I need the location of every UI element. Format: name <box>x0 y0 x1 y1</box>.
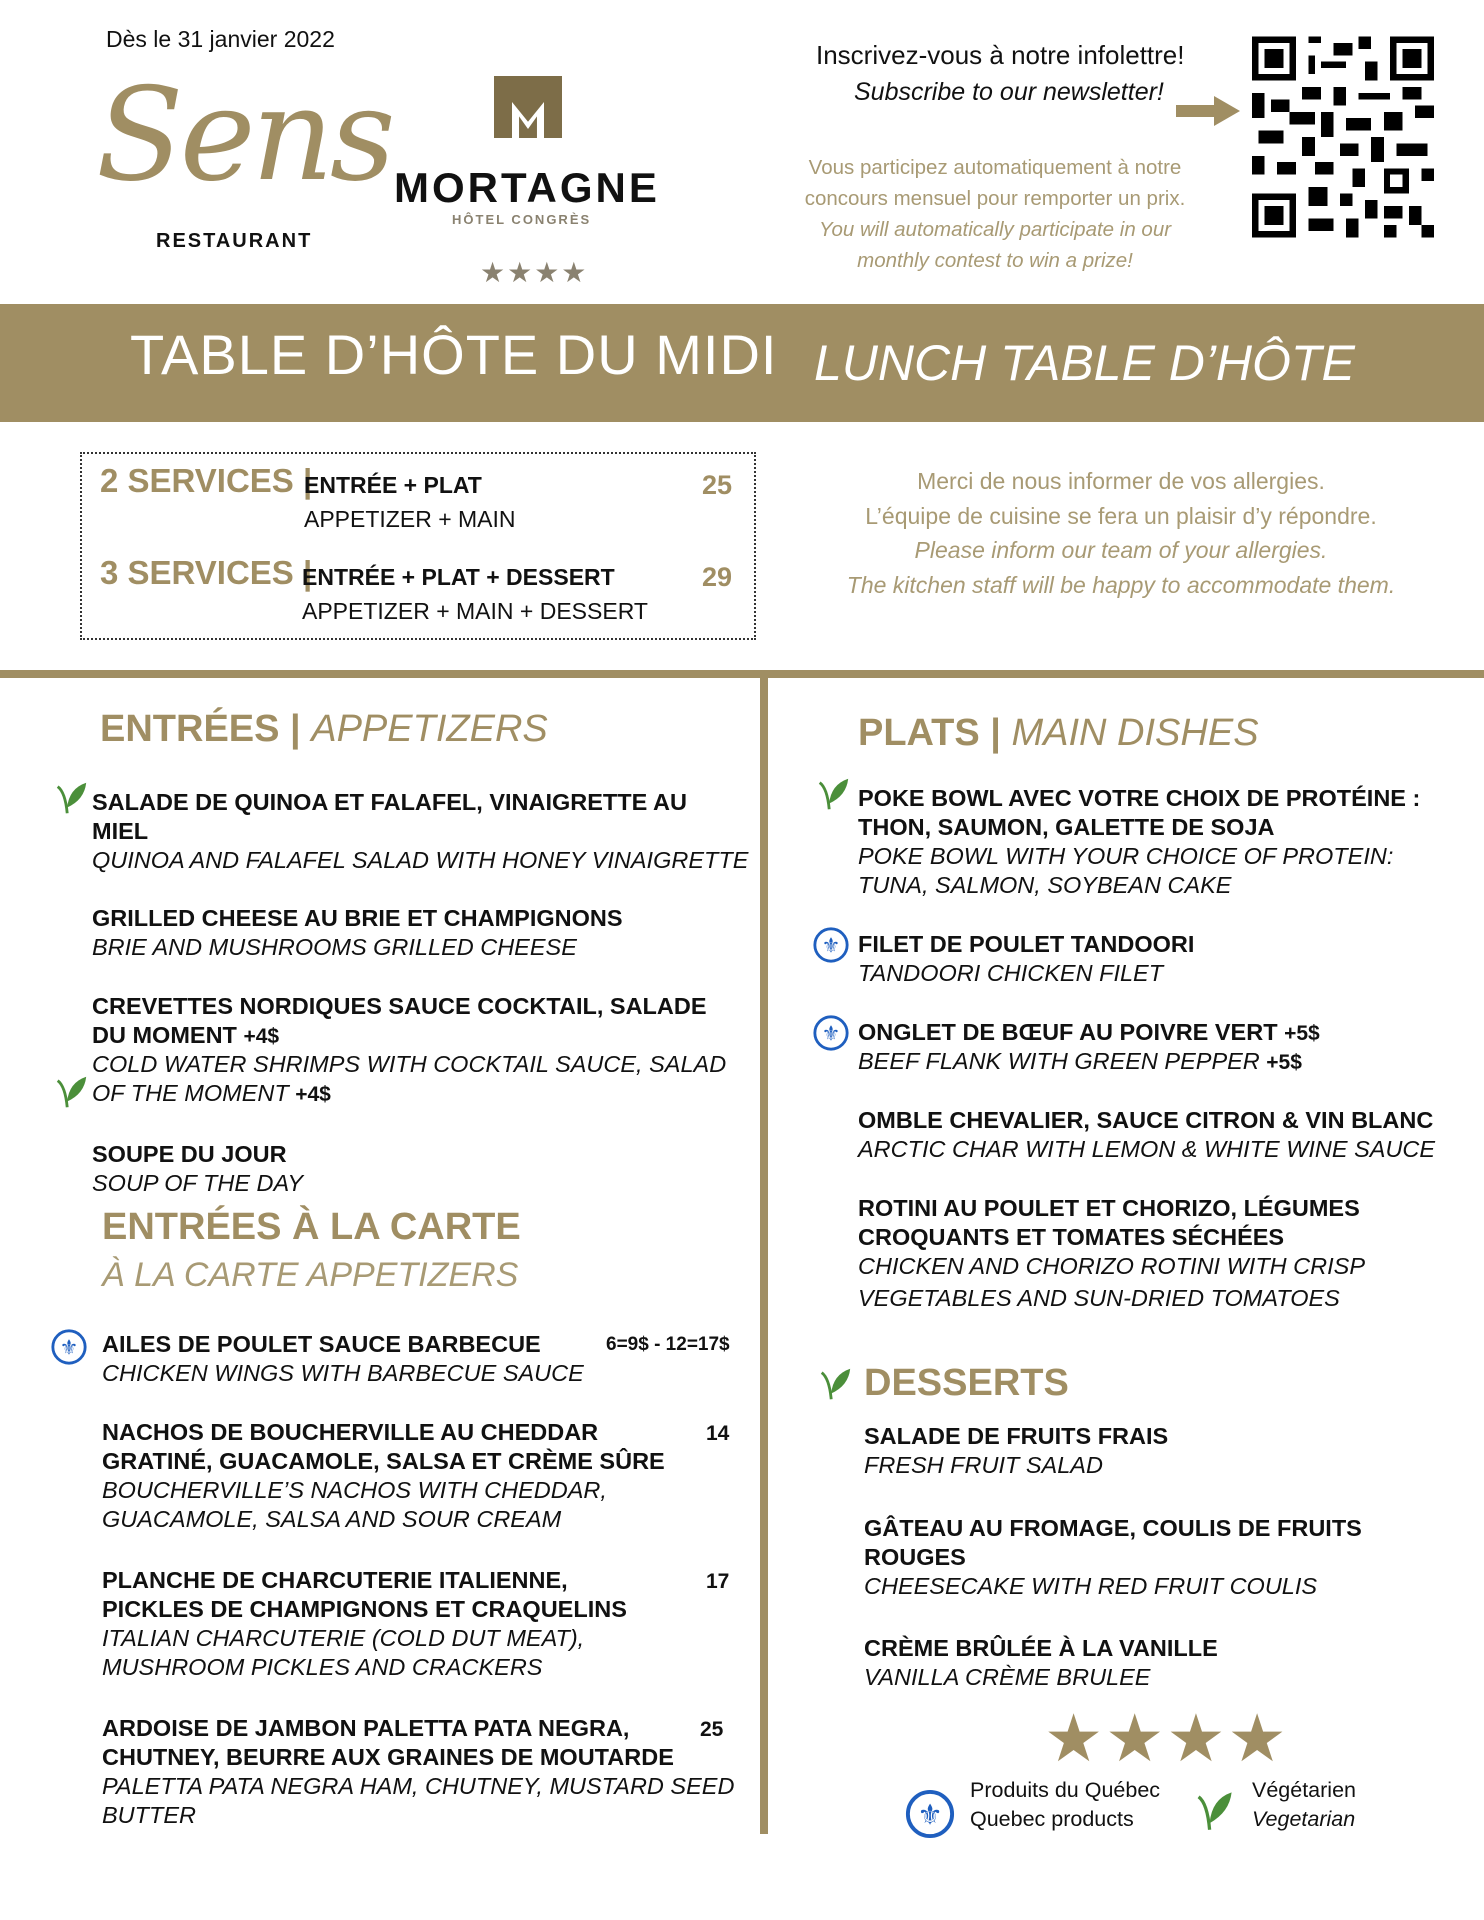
entrees-heading-fr: ENTRÉES | <box>100 708 301 750</box>
quebec-product-icon <box>50 1328 88 1366</box>
plat-5-en-line-2: VEGETABLES AND SUN-DRIED TOMATOES <box>858 1285 1340 1311</box>
carte-1-price: 6=9$ - 12=17$ <box>606 1334 730 1355</box>
vegetarian-icon <box>52 1072 90 1112</box>
dessert-1-en: FRESH FRUIT SALAD <box>864 1452 1103 1478</box>
vegetarian-icon <box>52 778 90 818</box>
vegetarian-icon <box>816 1364 854 1404</box>
entree-3-fr-name: CREVETTES NORDIQUES SAUCE COCKTAIL, SALADE DU MOMENT <box>92 993 707 1048</box>
quebec-product-icon <box>904 1788 956 1840</box>
mortagne-logo-icon <box>494 76 562 138</box>
vegetarian-icon <box>814 774 852 814</box>
carte-1-en: CHICKEN WINGS WITH BARBECUE SAUCE <box>102 1360 584 1386</box>
newsletter-en: Subscribe to our newsletter! <box>854 78 1164 106</box>
plats-heading-fr: PLATS | <box>858 712 1001 754</box>
carte-1-fr: AILES DE POULET SAUCE BARBECUE <box>102 1331 541 1357</box>
plat-3-fr <box>858 1018 1320 1048</box>
entree-2-en: BRIE AND MUSHROOMS GRILLED CHEESE <box>92 934 577 960</box>
carte-heading-fr: ENTRÉES À LA CARTE <box>102 1206 521 1248</box>
svg-text:⚜: ⚜ <box>821 1021 841 1046</box>
carte-4-price: 25 <box>700 1718 724 1741</box>
carte-3-en-line-1: ITALIAN CHARCUTERIE (COLD DUT MEAT), <box>102 1625 585 1651</box>
contest-fr-line-1: Vous participez automatiquement à notre <box>808 156 1182 179</box>
plat-5-fr-line-2: CROQUANTS ET TOMATES SÉCHÉES <box>858 1224 1285 1250</box>
quebec-product-icon <box>812 1014 850 1052</box>
effective-date: Dès le 31 janvier 2022 <box>106 26 335 52</box>
vegetarian-icon <box>1192 1784 1236 1836</box>
entree-1-en: QUINOA AND FALAFEL SALAD WITH HONEY VINAIGRETTE <box>92 847 749 873</box>
plat-5-fr-line-1: ROTINI AU POULET ET CHORIZO, LÉGUMES <box>858 1195 1360 1221</box>
legend-vegetarian-fr: Végétarien <box>1252 1778 1356 1802</box>
service-3-en: APPETIZER + MAIN + DESSERT <box>302 598 648 624</box>
legend-vegetarian-en: Vegetarian <box>1252 1807 1356 1831</box>
carte-heading-en: À LA CARTE APPETIZERS <box>102 1256 519 1294</box>
entree-2-fr: GRILLED CHEESE AU BRIE ET CHAMPIGNONS <box>92 905 623 931</box>
plat-2-en: TANDOORI CHICKEN FILET <box>858 960 1164 986</box>
plat-1-en-line-1: POKE BOWL WITH YOUR CHOICE OF PROTEIN: <box>858 843 1394 869</box>
plat-3-fr-supplement: +5$ <box>1284 1022 1320 1045</box>
entree-3-en-supplement: +4$ <box>295 1083 331 1106</box>
entrees-heading-en: APPETIZERS <box>311 708 548 750</box>
dessert-2-fr-line-1: GÂTEAU AU FROMAGE, COULIS DE FRUITS <box>864 1515 1362 1541</box>
service-2-en: APPETIZER + MAIN <box>304 506 516 532</box>
carte-4-fr-line-2: CHUTNEY, BEURRE AUX GRAINES DE MOUTARDE <box>102 1744 674 1770</box>
plat-3-en <box>858 1047 1302 1077</box>
svg-text:⚜: ⚜ <box>59 1335 79 1360</box>
service-3-price: 29 <box>702 562 733 592</box>
carte-2-en-line-1: BOUCHERVILLE’S NACHOS WITH CHEDDAR, <box>102 1477 607 1503</box>
arrow-right-icon <box>1176 96 1240 126</box>
banner-title-fr: TABLE D’HÔTE DU MIDI <box>130 323 778 386</box>
carte-2-fr-line-1: NACHOS DE BOUCHERVILLE AU CHEDDAR <box>102 1419 599 1445</box>
plats-heading <box>858 712 1259 755</box>
sens-logo: Sens <box>96 61 392 210</box>
vertical-divider <box>760 678 768 1834</box>
service-3-count: 3 SERVICES | <box>100 554 313 591</box>
carte-2-fr-line-2: GRATINÉ, GUACAMOLE, SALSA ET CRÈME SÛRE <box>102 1448 665 1474</box>
legend-quebec-en: Quebec products <box>970 1807 1134 1831</box>
plat-3-fr-name: ONGLET DE BŒUF AU POIVRE VERT <box>858 1019 1278 1045</box>
entrees-heading <box>100 708 548 751</box>
horizontal-divider <box>0 670 1484 678</box>
rating-stars: ★★★★ <box>1044 1701 1289 1775</box>
service-3-fr: ENTRÉE + PLAT + DESSERT <box>302 564 615 590</box>
dessert-3-en: VANILLA CRÈME BRULEE <box>864 1664 1151 1690</box>
service-2-fr: ENTRÉE + PLAT <box>304 472 482 498</box>
plat-1-fr-line-2: THON, SAUMON, GALETTE DE SOJA <box>858 814 1275 840</box>
contest-fr-line-2: concours mensuel pour remporter un prix. <box>804 187 1186 210</box>
banner-title-en: LUNCH TABLE D’HÔTE <box>814 335 1355 391</box>
mortagne-logo-subtitle: HÔTEL CONGRÈS <box>452 212 592 227</box>
plat-5-en-line-1: CHICKEN AND CHORIZO ROTINI WITH CRISP <box>858 1253 1365 1279</box>
entree-3-en-name: COLD WATER SHRIMPS WITH COCKTAIL SAUCE, SALAD OF THE MOMENT <box>92 1051 727 1106</box>
dessert-2-fr-line-2: ROUGES <box>864 1544 966 1570</box>
plat-1-fr-line-1: POKE BOWL AVEC VOTRE CHOIX DE PROTÉINE : <box>858 785 1421 811</box>
dessert-2-en: CHEESECAKE WITH RED FRUIT COULIS <box>864 1573 1318 1599</box>
carte-3-price: 17 <box>706 1570 730 1593</box>
legend-quebec-fr: Produits du Québec <box>970 1778 1161 1802</box>
dessert-3-fr: CRÈME BRÛLÉE À LA VANILLE <box>864 1635 1218 1661</box>
allergy-fr-line-2: L’équipe de cuisine se fera un plaisir d’y répondre. <box>865 502 1377 529</box>
plat-3-en-supplement: +5$ <box>1266 1051 1302 1074</box>
entree-3-en <box>92 1050 742 1109</box>
plats-heading-en: MAIN DISHES <box>1011 712 1259 754</box>
allergy-notice <box>836 464 1406 602</box>
sens-logo-subtitle: RESTAURANT <box>156 230 313 252</box>
carte-4-en-line-2: BUTTER <box>102 1802 196 1828</box>
plat-4-fr: OMBLE CHEVALIER, SAUCE CITRON & VIN BLANC <box>858 1107 1434 1133</box>
mortagne-logo: MORTAGNE <box>394 164 660 211</box>
carte-4-fr-line-1: ARDOISE DE JAMBON PALETTA PATA NEGRA, <box>102 1715 630 1741</box>
plat-2-fr: FILET DE POULET TANDOORI <box>858 931 1195 957</box>
entree-3-fr <box>92 992 732 1051</box>
carte-3-fr-line-2: PICKLES DE CHAMPIGNONS ET CRAQUELINS <box>102 1596 627 1622</box>
desserts-heading: DESSERTS <box>864 1362 1069 1404</box>
svg-text:⚜: ⚜ <box>821 933 841 958</box>
service-2-count: 2 SERVICES | <box>100 462 313 499</box>
carte-3-fr-line-1: PLANCHE DE CHARCUTERIE ITALIENNE, <box>102 1567 568 1593</box>
allergy-en-line-1: Please inform our team of your allergies. <box>914 537 1328 563</box>
plat-4-en: ARCTIC CHAR WITH LEMON & WHITE WINE SAUCE <box>858 1136 1436 1162</box>
svg-text:⚜: ⚜ <box>917 1797 943 1832</box>
entree-4-fr: SOUPE DU JOUR <box>92 1141 287 1167</box>
allergy-en-line-2: The kitchen staff will be happy to accommodate them. <box>846 571 1396 598</box>
quebec-product-icon <box>812 926 850 964</box>
contest-text <box>790 152 1200 276</box>
qr-code-icon[interactable] <box>1252 36 1434 238</box>
legend-vegetarian <box>1252 1776 1356 1834</box>
plat-1-en-line-2: TUNA, SALMON, SOYBEAN CAKE <box>858 872 1232 898</box>
entree-4-en: SOUP OF THE DAY <box>92 1170 304 1196</box>
dessert-1-fr: SALADE DE FRUITS FRAIS <box>864 1423 1169 1449</box>
carte-2-price: 14 <box>706 1422 730 1445</box>
carte-3-en-line-2: MUSHROOM PICKLES AND CRACKERS <box>102 1654 543 1680</box>
service-2-price: 25 <box>702 470 733 500</box>
entree-3-fr-supplement: +4$ <box>243 1025 280 1048</box>
carte-2-en-line-2: GUACAMOLE, SALSA AND SOUR CREAM <box>102 1506 562 1532</box>
entree-1-fr: SALADE DE QUINOA ET FALAFEL, VINAIGRETTE AU MIEL <box>92 789 687 844</box>
allergy-fr-line-1: Merci de nous informer de vos allergies. <box>917 468 1325 494</box>
legend-quebec <box>970 1776 1160 1834</box>
contest-en-line-1: You will automatically participate in our <box>818 218 1172 241</box>
contest-en-line-2: monthly contest to win a prize! <box>857 249 1133 272</box>
hotel-stars: ★★★★ <box>480 257 589 288</box>
carte-4-en-line-1: PALETTA PATA NEGRA HAM, CHUTNEY, MUSTARD SEED <box>102 1773 735 1799</box>
plat-3-en-name: BEEF FLANK WITH GREEN PEPPER <box>858 1048 1260 1074</box>
newsletter-fr: Inscrivez-vous à notre infolettre! <box>816 40 1185 70</box>
